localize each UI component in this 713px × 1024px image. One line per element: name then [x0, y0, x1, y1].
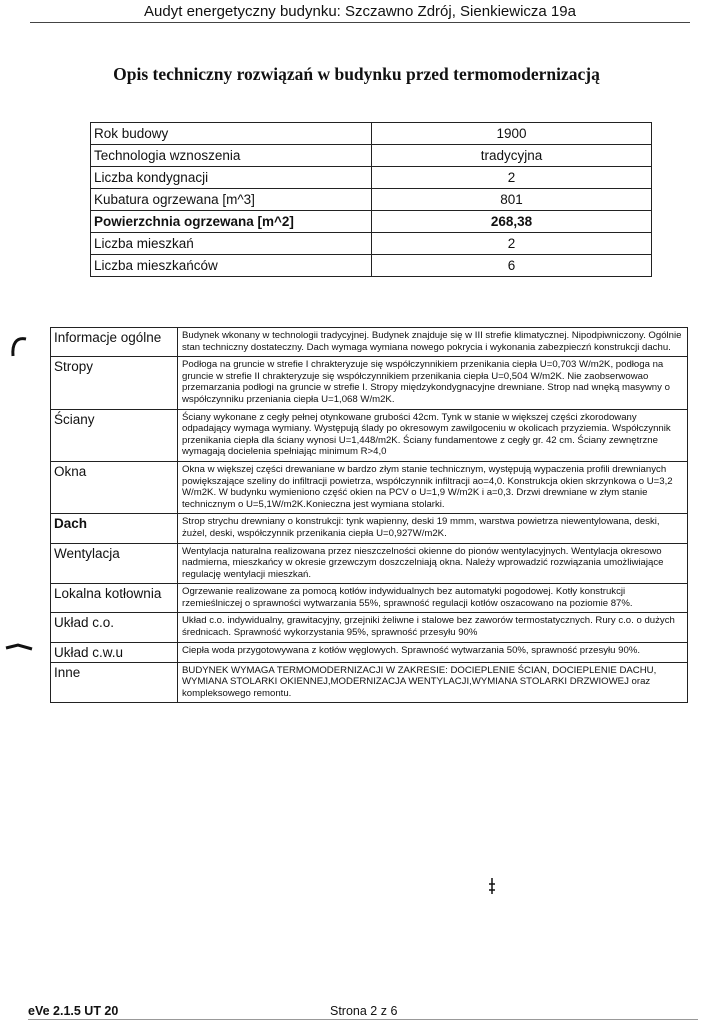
table-row — [51, 642, 688, 662]
table-row — [51, 409, 688, 461]
category-description: Ściany wykonane z cegły pełnej otynkowane grubości 42cm. Tynk w stanie w większej części zkorodowany odpadający wymaga wymiany. Występują ślady po okresowym zawilgoceniu w okolicach przyziemia. Współczynnik przenikania ciepła dla ściany wynosi U=1,448/m2K. Ściany fundamentowe z cegły gr. 42 cm. Ściany zewnętrzne wymagają docielenia spełniając minimum R>4,0 — [178, 409, 688, 461]
summary-value: 801 — [372, 189, 652, 211]
category-description: Podłoga na gruncie w strefie I chrakteryzuje się współczynnikiem przenikania ciepła U=0,703 W/m2K, podłoga na gruncie w strefie II chrakteryzuje się współczynnikiem przenikania ciepła U=0,504 W/m2K. Nie zaobserwowao przemarzania podłogi na gruncie w strefie I. Stropy międzykondygnacyjne drewniane. Strop nad wnęką masywny o współczynniku przeniania ciepła U=1,068 W/m2K. — [178, 357, 688, 409]
footer-divider — [28, 1019, 698, 1020]
table-row — [51, 461, 688, 513]
summary-label: Liczba mieszkańców — [91, 255, 372, 277]
table-row — [51, 328, 688, 357]
table-row — [91, 211, 652, 233]
category-label: Wentylacja — [51, 543, 178, 584]
summary-label: Technologia wznoszenia — [91, 145, 372, 167]
page-number: Strona 2 z 6 — [330, 1004, 398, 1018]
category-description: Okna w większej części drewaniane w bardzo złym stanie technicznym, występują wypaczenia profili drewnianych powiększające szeliny do infiltracji powietrza, współczynnik infiltracji ao=4,0. Konstrukcja okien skrzynkowa o U=3,2 W/m2K. W budynku wymieniono część okien na PCV o U=1,9 W/m2K i a=0,3. Drzwi drewniane w złym stanie technicznym o U=5,1W/m2K.Konieczna jest wymiana stolarki. — [178, 461, 688, 513]
summary-value: 2 — [372, 233, 652, 255]
category-label: Informacje ogólne — [51, 328, 178, 357]
table-row — [51, 543, 688, 584]
category-description: Ogrzewanie realizowane za pomocą kotłów indywidualnych bez automatyki pogodowej. Kotły konstrukcji rzemieślniczej o sprawności wytwarzania 55%, sprawność regulacji kotłów oszacowano na poziomie 87%. — [178, 584, 688, 613]
table-row — [91, 167, 652, 189]
table-row — [51, 662, 688, 703]
category-label: Lokalna kotłownia — [51, 584, 178, 613]
table-row — [51, 613, 688, 642]
category-label: Dach — [51, 514, 178, 543]
category-label: Ściany — [51, 409, 178, 461]
scan-mark-icon — [4, 640, 34, 654]
summary-label: Liczba kondygnacji — [91, 167, 372, 189]
scan-mark-icon — [6, 334, 32, 360]
category-description: BUDYNEK WYMAGA TERMOMODERNIZACJI W ZAKRESIE: DOCIEPLENIE ŚCIAN, DOCIEPLENIE DACHU, WYMIANA STOLARKI OKIENNEJ,MODERNIZACJA WENTYLACJI,WYMIANA STOLARKI DRZWIOWEJ oraz kompleksowego remontu. — [178, 662, 688, 703]
category-description: Strop strychu drewniany o konstrukcji: tynk wapienny, deski 19 mmm, warstwa powietrza niewentylowana, deski, żużel, deski, współczynnik przenikania ciepła U=0,927W/m2K. — [178, 514, 688, 543]
summary-value: 6 — [372, 255, 652, 277]
summary-label: Kubatura ogrzewana [m^3] — [91, 189, 372, 211]
summary-label: Rok budowy — [91, 123, 372, 145]
category-label: Okna — [51, 461, 178, 513]
category-label: Układ c.o. — [51, 613, 178, 642]
category-label: Układ c.w.u — [51, 642, 178, 662]
table-row — [51, 584, 688, 613]
table-row — [51, 357, 688, 409]
technical-description-table — [50, 327, 688, 703]
summary-value: 2 — [372, 167, 652, 189]
table-row — [91, 145, 652, 167]
page-title: Opis techniczny rozwiązań w budynku przed termomodernizacją — [113, 64, 600, 84]
category-label: Stropy — [51, 357, 178, 409]
page-header: Audyt energetyczny budynku: Szczawno Zdrój, Sienkiewicza 19a — [30, 2, 690, 23]
scan-mark-icon — [486, 876, 498, 898]
summary-value: 268,38 — [372, 211, 652, 233]
category-description: Układ c.o. indywidualny, grawitacyjny, grzejniki żeliwne i stalowe bez zaworów termostatycznych. Rury c.o. o dużych średnicach. Sprawność wykorzystania 95%, sprawność przesyłu 90% — [178, 613, 688, 642]
summary-value: tradycyjna — [372, 145, 652, 167]
building-summary-table — [90, 122, 652, 277]
category-description: Ciepła woda przygotowywana z kotłów węglowych. Sprawność wytwarzania 50%, sprawność przesyłu 90%. — [178, 642, 688, 662]
category-label: Inne — [51, 662, 178, 703]
summary-label: Liczba mieszkań — [91, 233, 372, 255]
category-description: Wentylacja naturalna realizowana przez nieszczelności okienne do pionów wentylacyjnych. Wentylacja okresowo nadmierna, mieszkańcy w okresie grzewczym doszczelniają okna. Należy wprowadzić rozwiązania umożliwiające regulację wentylacji mieszkań. — [178, 543, 688, 584]
category-description: Budynek wkonany w technologii tradycyjnej. Budynek znajduje się w III strefie klimatycznej. Nipodpiwniczony. Ogólnie stan techniczny dostateczny. Dach wymaga wymiana nowego pokrycia i wykonania zabezpieczń konstrukcji dachu. — [178, 328, 688, 357]
summary-value: 1900 — [372, 123, 652, 145]
table-row — [91, 233, 652, 255]
table-row — [51, 514, 688, 543]
summary-label: Powierzchnia ogrzewana [m^2] — [91, 211, 372, 233]
table-row — [91, 255, 652, 277]
table-row — [91, 123, 652, 145]
table-row — [91, 189, 652, 211]
software-version: eVe 2.1.5 UT 20 — [28, 1004, 119, 1018]
